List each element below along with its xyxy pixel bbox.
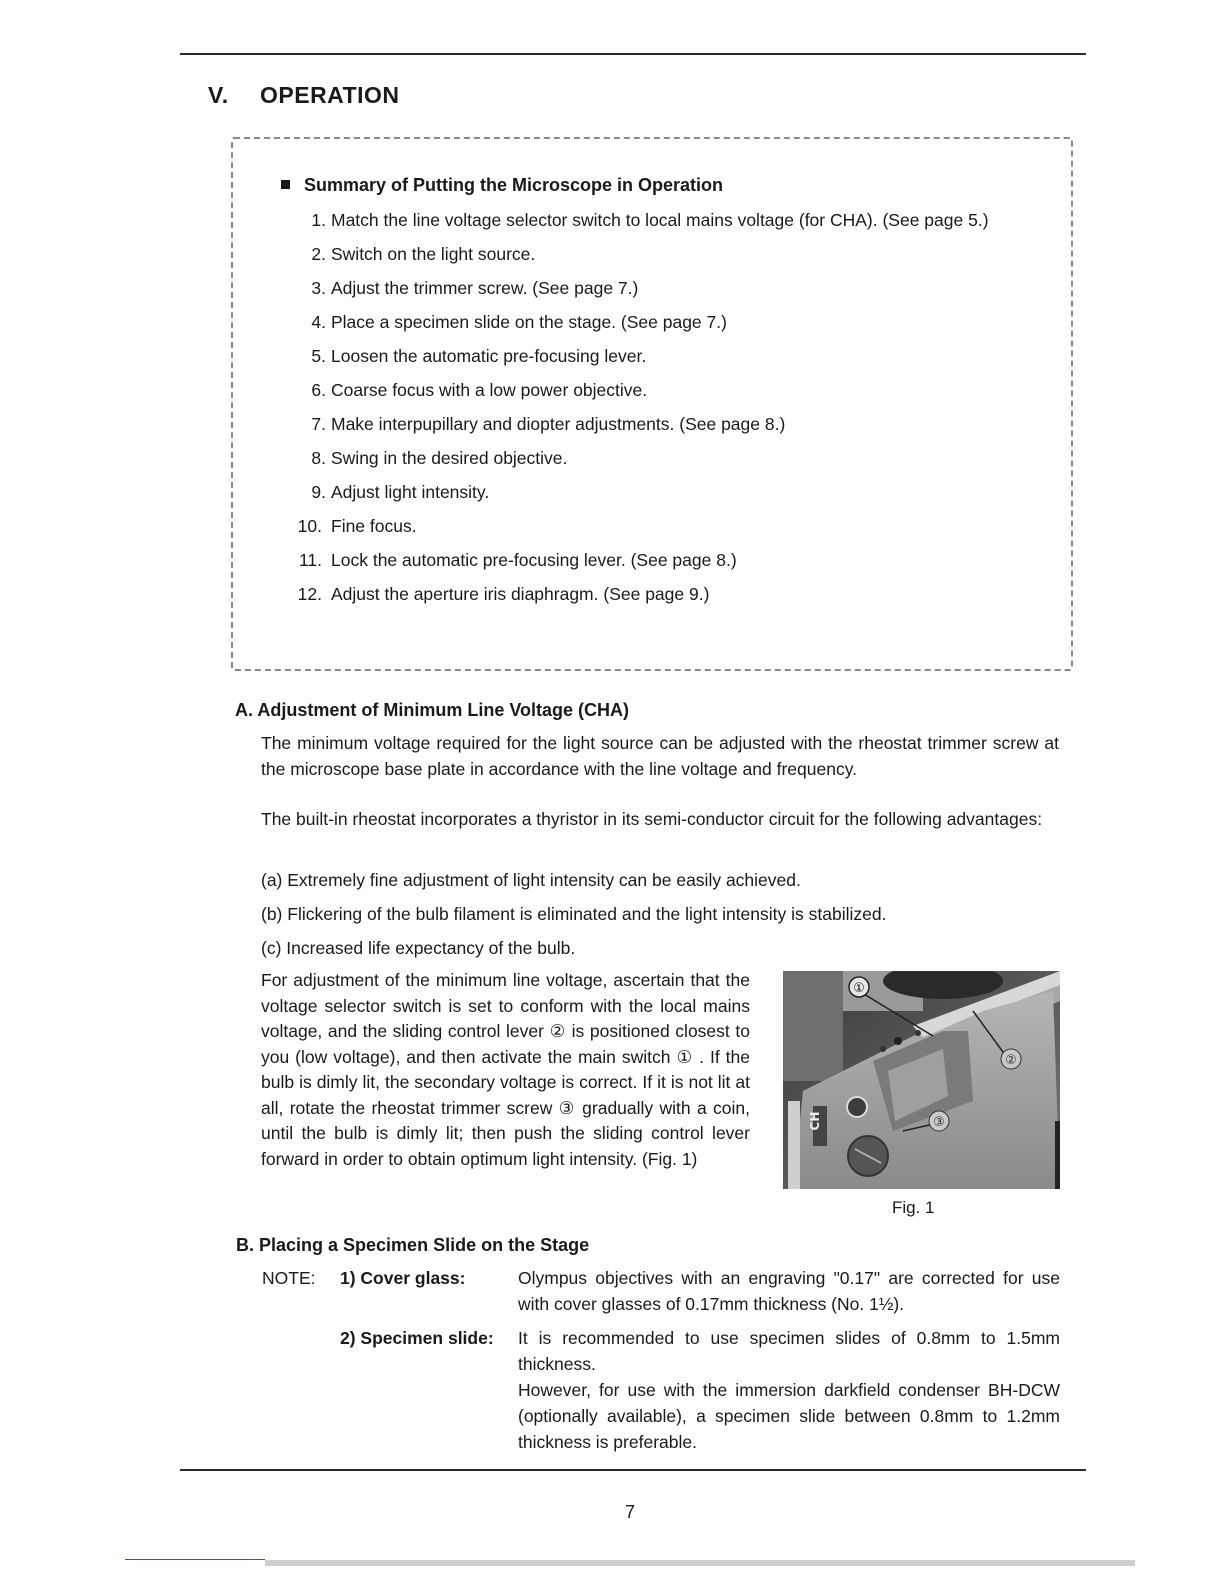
square-bullet-icon [281,180,290,189]
step-number: 4. [311,312,326,332]
step-number: 8. [311,448,326,468]
summary-title: Summary of Putting the Microscope in Operation [304,175,724,195]
step-number: 12. [297,584,322,604]
summary-step [233,581,1071,607]
bottom-rule [180,1469,1086,1471]
step-number: 2. [311,244,326,264]
summary-step [233,207,1071,233]
section-heading [208,82,400,109]
step-number: 9. [311,482,326,502]
summary-step [233,377,1071,403]
section-number: V. [208,82,229,108]
summary-step [233,479,1071,505]
step-text: Switch on the light source. [331,244,536,264]
section-a-paragraph-1: The minimum voltage required for the light source can be adjusted with the rheostat trimmer screw at the microscope base plate in accordance with the line voltage and frequency. [261,733,1059,779]
note-label: NOTE: [262,1268,316,1288]
section-a-heading: A. Adjustment of Minimum Line Voltage (CHA) [235,700,629,720]
advantage-item: (c) Increased life expectancy of the bulb. [261,938,576,958]
page-number: 7 [625,1502,636,1522]
figure-caption: Fig. 1 [892,1198,935,1217]
summary-step [233,309,1071,335]
step-text: Place a specimen slide on the stage. (See page 7.) [331,312,727,332]
step-text: Lock the automatic pre-focusing lever. (See page 8.) [331,550,737,570]
summary-step [233,241,1071,267]
step-number: 5. [311,346,326,366]
step-text: Adjust the aperture iris diaphragm. (See page 9.) [331,584,710,604]
note-1-label: 1) Cover glass: [340,1268,466,1288]
summary-box [231,137,1073,671]
summary-step [233,445,1071,471]
step-text: Adjust the trimmer screw. (See page 7.) [331,278,639,298]
step-number: 1. [311,210,326,230]
summary-step [233,547,1071,573]
summary-step [233,343,1071,369]
step-number: 10. [297,516,322,536]
microscope-base-illustration [783,971,1060,1189]
footer-line [125,1559,265,1560]
note-2-extra-text: However, for use with the immersion darkfield condenser BH-DCW (optionally available), a specimen slide between 0.8mm to 1.2mm thickness is preferable. [518,1380,1060,1452]
step-text: Swing in the desired objective. [331,448,568,468]
note-2-text: It is recommended to use specimen slides of 0.8mm to 1.5mm thickness. [518,1328,1060,1374]
step-text: Coarse focus with a low power objective. [331,380,648,400]
step-text: Adjust light intensity. [331,482,490,502]
advantage-item: (b) Flickering of the bulb filament is eliminated and the light intensity is stabilized. [261,904,887,924]
top-rule [180,53,1086,55]
summary-step [233,411,1071,437]
callout-3: ③ [933,1115,945,1130]
step-text: Make interpupillary and diopter adjustments. (See page 8.) [331,414,786,434]
step-number: 7. [311,414,326,434]
step-number: 11. [298,550,322,570]
section-title: OPERATION [260,82,400,108]
note-1-text: Olympus objectives with an engraving "0.17" are corrected for use with cover glasses of 0.17mm thickness (No. 1½). [518,1268,1060,1314]
body-label: CH [808,1111,822,1131]
summary-step [233,513,1071,539]
step-text: Fine focus. [331,516,417,536]
footer-scan-edge [265,1560,1135,1566]
summary-steps-list [233,207,1071,615]
section-a-paragraph-3: For adjustment of the minimum line voltage, ascertain that the voltage selector switch is set to conform with the local mains voltage, and the sliding control lever ② is positioned closest to you (low voltage), and then activate the main switch ① . If the bulb is dimly lit, the secondary voltage is correct. If it is not lit at all, rotate the rheostat trimmer screw ③ gradually with a coin, until the bulb is dimly lit; then push the sliding control lever forward in order to obtain optimum light intensity. (Fig. 1) [261,970,750,1169]
advantage-item: (a) Extremely fine adjustment of light intensity can be easily achieved. [261,870,801,890]
step-number: 3. [311,278,326,298]
step-number: 6. [311,380,326,400]
summary-step [233,275,1071,301]
step-text: Match the line voltage selector switch to local mains voltage (for CHA). (See page 5.) [331,210,989,230]
summary-heading [281,175,723,196]
callout-2: ② [1005,1053,1017,1068]
figure-1-photo [783,971,1060,1189]
section-a-paragraph-2: The built-in rheostat incorporates a thyristor in its semi-conductor circuit for the following advantages: [261,809,1043,829]
section-b-heading: B. Placing a Specimen Slide on the Stage [236,1235,590,1255]
note-2-label: 2) Specimen slide: [340,1328,494,1348]
callout-1: ① [853,981,865,996]
step-text: Loosen the automatic pre-focusing lever. [331,346,647,366]
